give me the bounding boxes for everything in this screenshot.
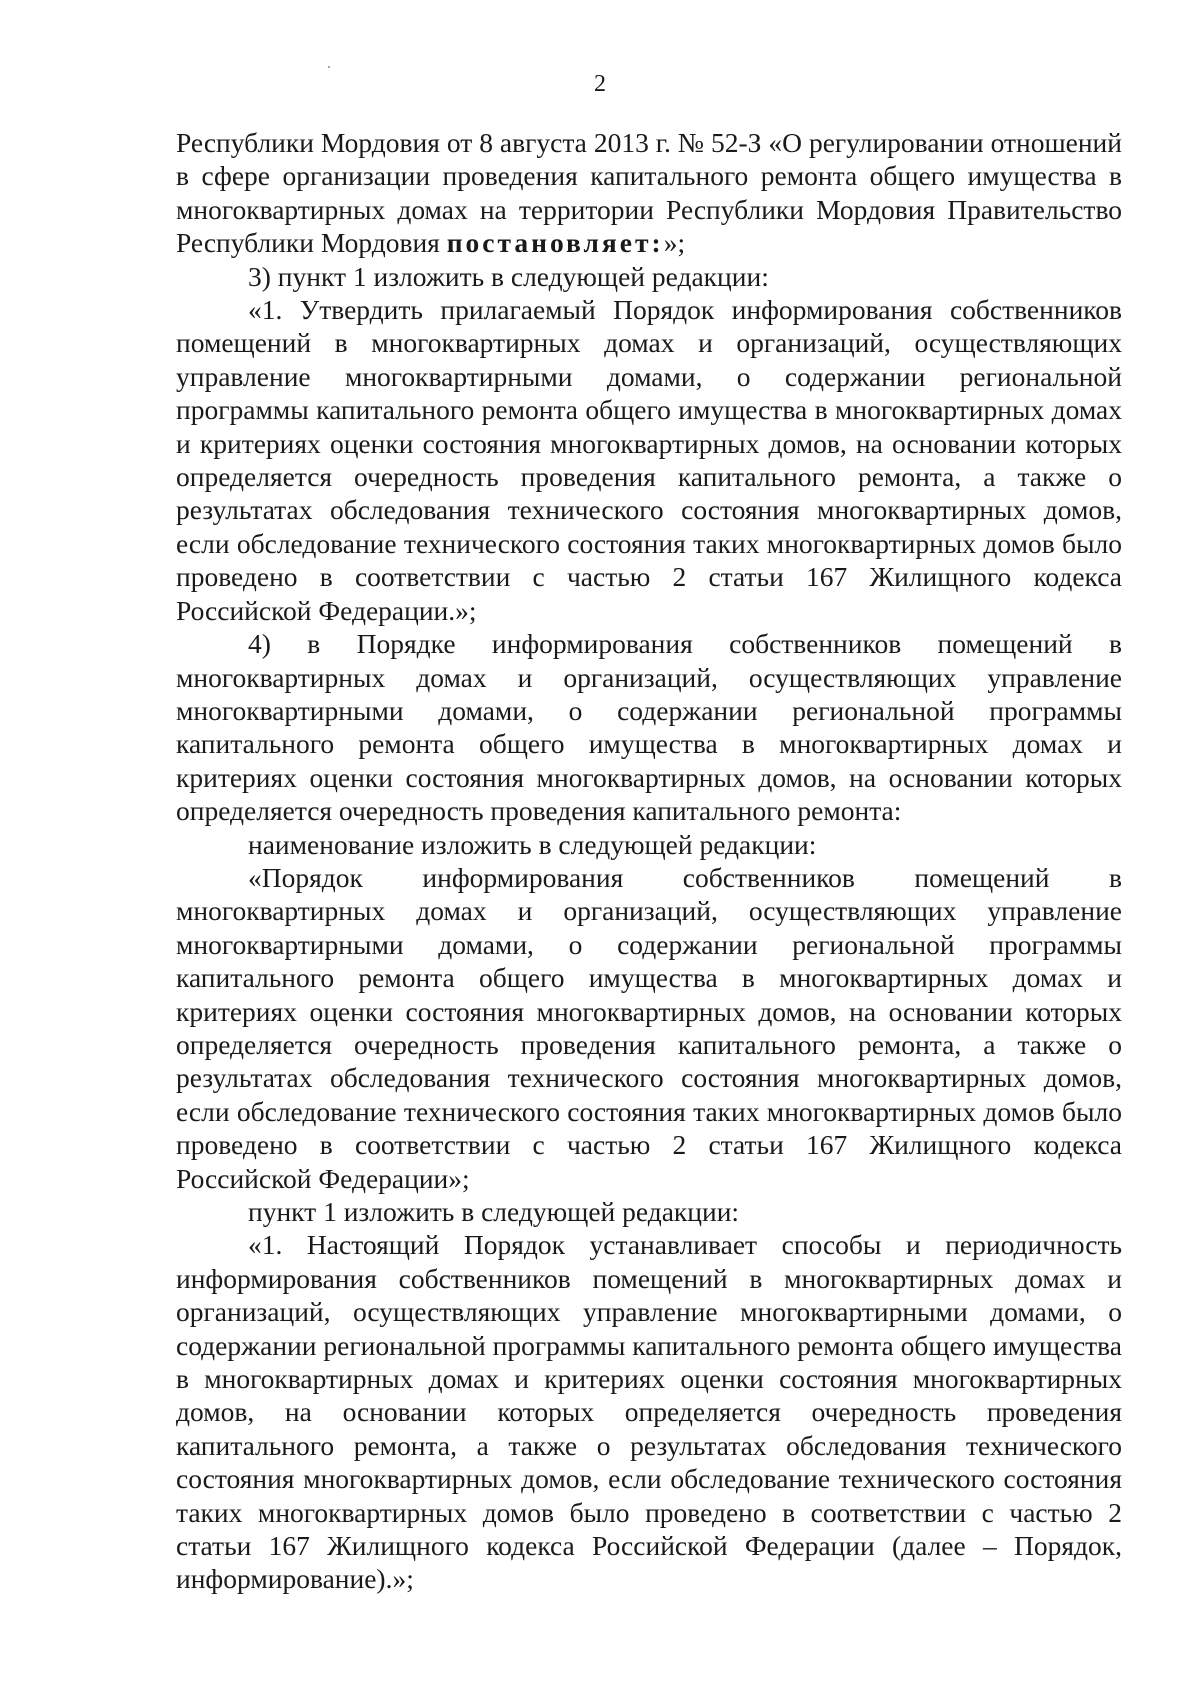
paragraph-item-3-text: «1. Утвердить прилагаемый Порядок информирования собственников помещений в многоквартирных домах и организаций, осуществляющих управление многоквартирными домами, о содержании региональной программы капитального ремонта общего имущества в многоквартирных домах и критериях оценки состояния многоквартирных домов, на основании которых определяется очередность проведения капитального ремонта, а также о результатах обследования технического состояния многоквартирных домов, если обследование технического состояния таких многоквартирных домов было проведено в соответствии с частью 2 статьи 167 Жилищного кодекса Российской Федерации.»; xyxy=(176,294,1122,626)
scan-speck xyxy=(328,66,330,68)
paragraph-item-3: 3) пункт 1 изложить в следующей редакции: xyxy=(248,260,769,292)
paragraph-clause-1-change: пункт 1 изложить в следующей редакции: xyxy=(248,1196,740,1227)
paragraph-item-4: 4) в Порядке информирования собственников помещений в многоквартирных домах и организаций, осуществляющих управление многоквартирными домами, о содержании региональной программы капитального ремонта общего имущества в многоквартирных домах и критериях оценки состояния многоквартирных домов, на основании которых определяется очередность проведения капитального ремонта: xyxy=(176,628,1122,827)
document-body xyxy=(176,126,1122,1596)
page-number: 2 xyxy=(594,71,606,97)
paragraph-title-change: наименование изложить в следующей редакции: xyxy=(248,828,817,860)
paragraph-preamble-end xyxy=(176,126,1122,260)
preamble-closing: »; xyxy=(663,227,686,259)
resolution-keyword: постановляет: xyxy=(446,227,664,259)
preamble-text: Республики Мордовия от 8 августа 2013 г. № 52-З «О регулировании отношений в сфере организации проведения капитального ремонта общего имущества в многоквартирных домах на территории Республики Мордовия Правительство Республики Мордовия xyxy=(176,127,1122,259)
paragraph-new-title: «Порядок информирования собственников помещений в многоквартирных домах и организаций, осуществляющих управление многоквартирными домами, о содержании региональной программы капитального ремонта общего имущества в многоквартирных домах и критериях оценки состояния многоквартирных домов, на основании которых определяется очередность проведения капитального ремонта, а также о результатах обследования технического состояния многоквартирных домов, если обследование технического состояния таких многоквартирных домов было проведено в соответствии с частью 2 статьи 167 Жилищного кодекса Российской Федерации»; xyxy=(176,861,1122,1194)
paragraph-clause-1-text: «1. Настоящий Порядок устанавливает способы и периодичность информирования собственников помещений в многоквартирных домах и организаций, осуществляющих управление многоквартирными домами, о содержании региональной программы капитального ремонта общего имущества в многоквартирных домах и критериях оценки состояния многоквартирных домов, на основании которых определяется очередность проведения капитального ремонта, а также о результатах обследования технического состояния многоквартирных домов, если обследование технического состояния таких многоквартирных домов было проведено в соответствии с частью 2 статьи 167 Жилищного кодекса Российской Федерации (далее – Порядок, информирование).»; xyxy=(176,1229,1122,1595)
